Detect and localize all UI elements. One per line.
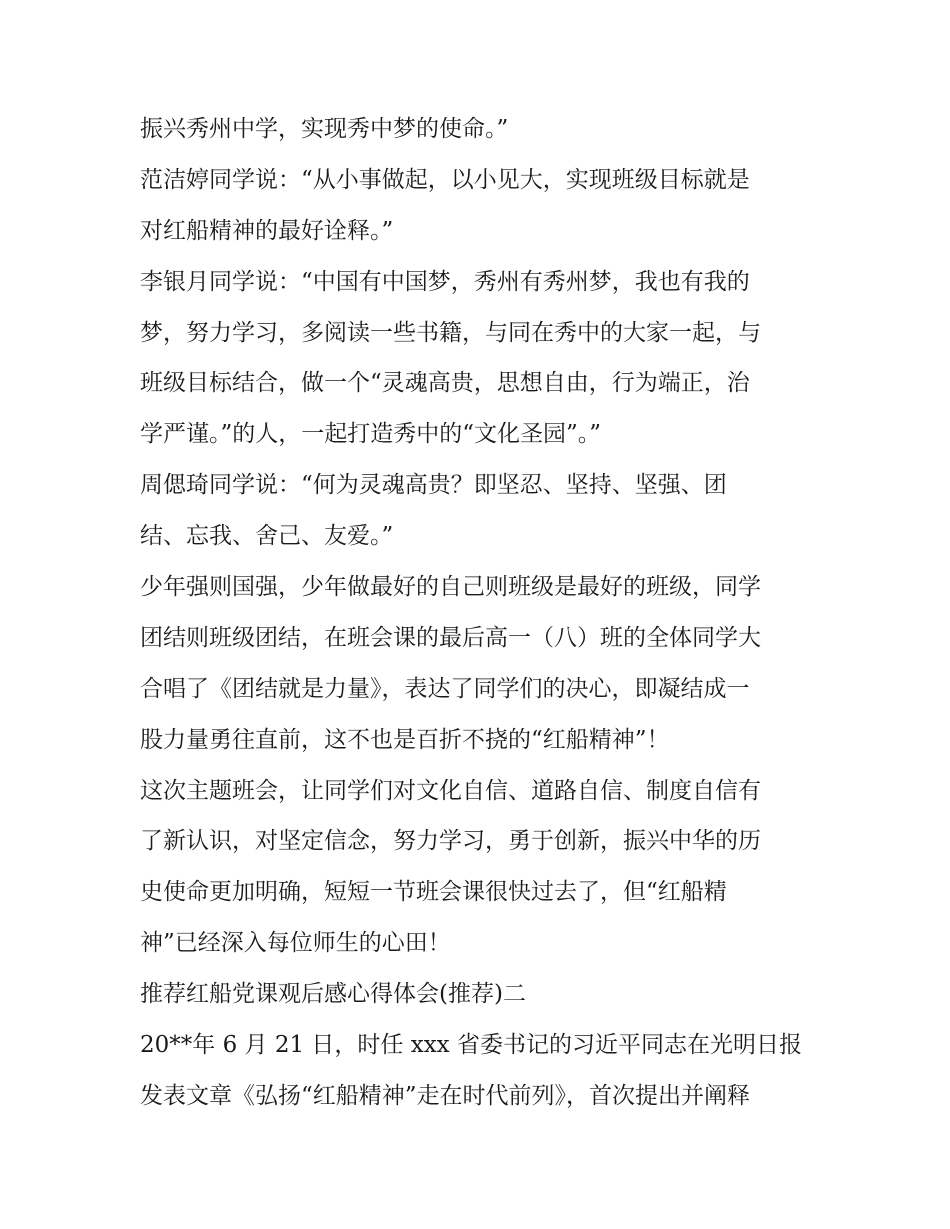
text-line: 结、忘我、舍己、友爱。” [140, 523, 394, 550]
text-line: 团结则班级团结，在班会课的最后高一（八）班的全体同学大 [140, 624, 761, 651]
section-heading: 推荐红船党课观后感心得体会(推荐)二 [140, 981, 526, 1008]
text-line: 周偲琦同学说：“何为灵魂高贵？即坚忍、坚持、坚强、团 [140, 472, 727, 499]
text-line: 梦，努力学习，多阅读一些书籍，与同在秀中的大家一起，与 [140, 319, 761, 346]
text-line: 学严谨。”的人，一起打造秀中的“文化圣园”。” [140, 421, 602, 448]
text-line: 20**年 6 月 21 日，时任 xxx 省委书记的习近平同志在光明日报 [140, 1031, 802, 1058]
text-line: 振兴秀州中学，实现秀中梦的使命。” [140, 116, 509, 142]
text-line: 少年强则国强，少年做最好的自己则班级是最好的班级，同学 [140, 574, 761, 601]
text-line: 了新认识，对坚定信念，努力学习，勇于创新，振兴中华的历 [140, 828, 761, 855]
text-line: 发表文章《弘扬“红船精神”走在时代前列》，首次提出并阐释 [140, 1082, 751, 1109]
text-line: 合唱了《团结就是力量》，表达了同学们的决心，即凝结成一 [140, 675, 750, 702]
text-line: 史使命更加明确，短短一节班会课很快过去了，但“红船精 [140, 879, 727, 906]
text-line: 神”已经深入每位师生的心田！ [140, 930, 451, 957]
text-line: 范洁婷同学说：“从小事做起，以小见大，实现班级目标就是 [140, 166, 750, 193]
document-body [140, 104, 830, 1121]
text-line: 李银月同学说：“中国有中国梦，秀州有秀州梦，我也有我的 [140, 268, 750, 295]
text-line: 这次主题班会，让同学们对文化自信、道路自信、制度自信有 [140, 777, 761, 804]
text-line: 股力量勇往直前，这不也是百折不挠的“红船精神”！ [140, 726, 670, 753]
text-line: 班级目标结合，做一个“灵魂高贵，思想自由，行为端正，治 [140, 370, 750, 397]
text-line: 对红船精神的最好诠释。” [140, 217, 394, 244]
